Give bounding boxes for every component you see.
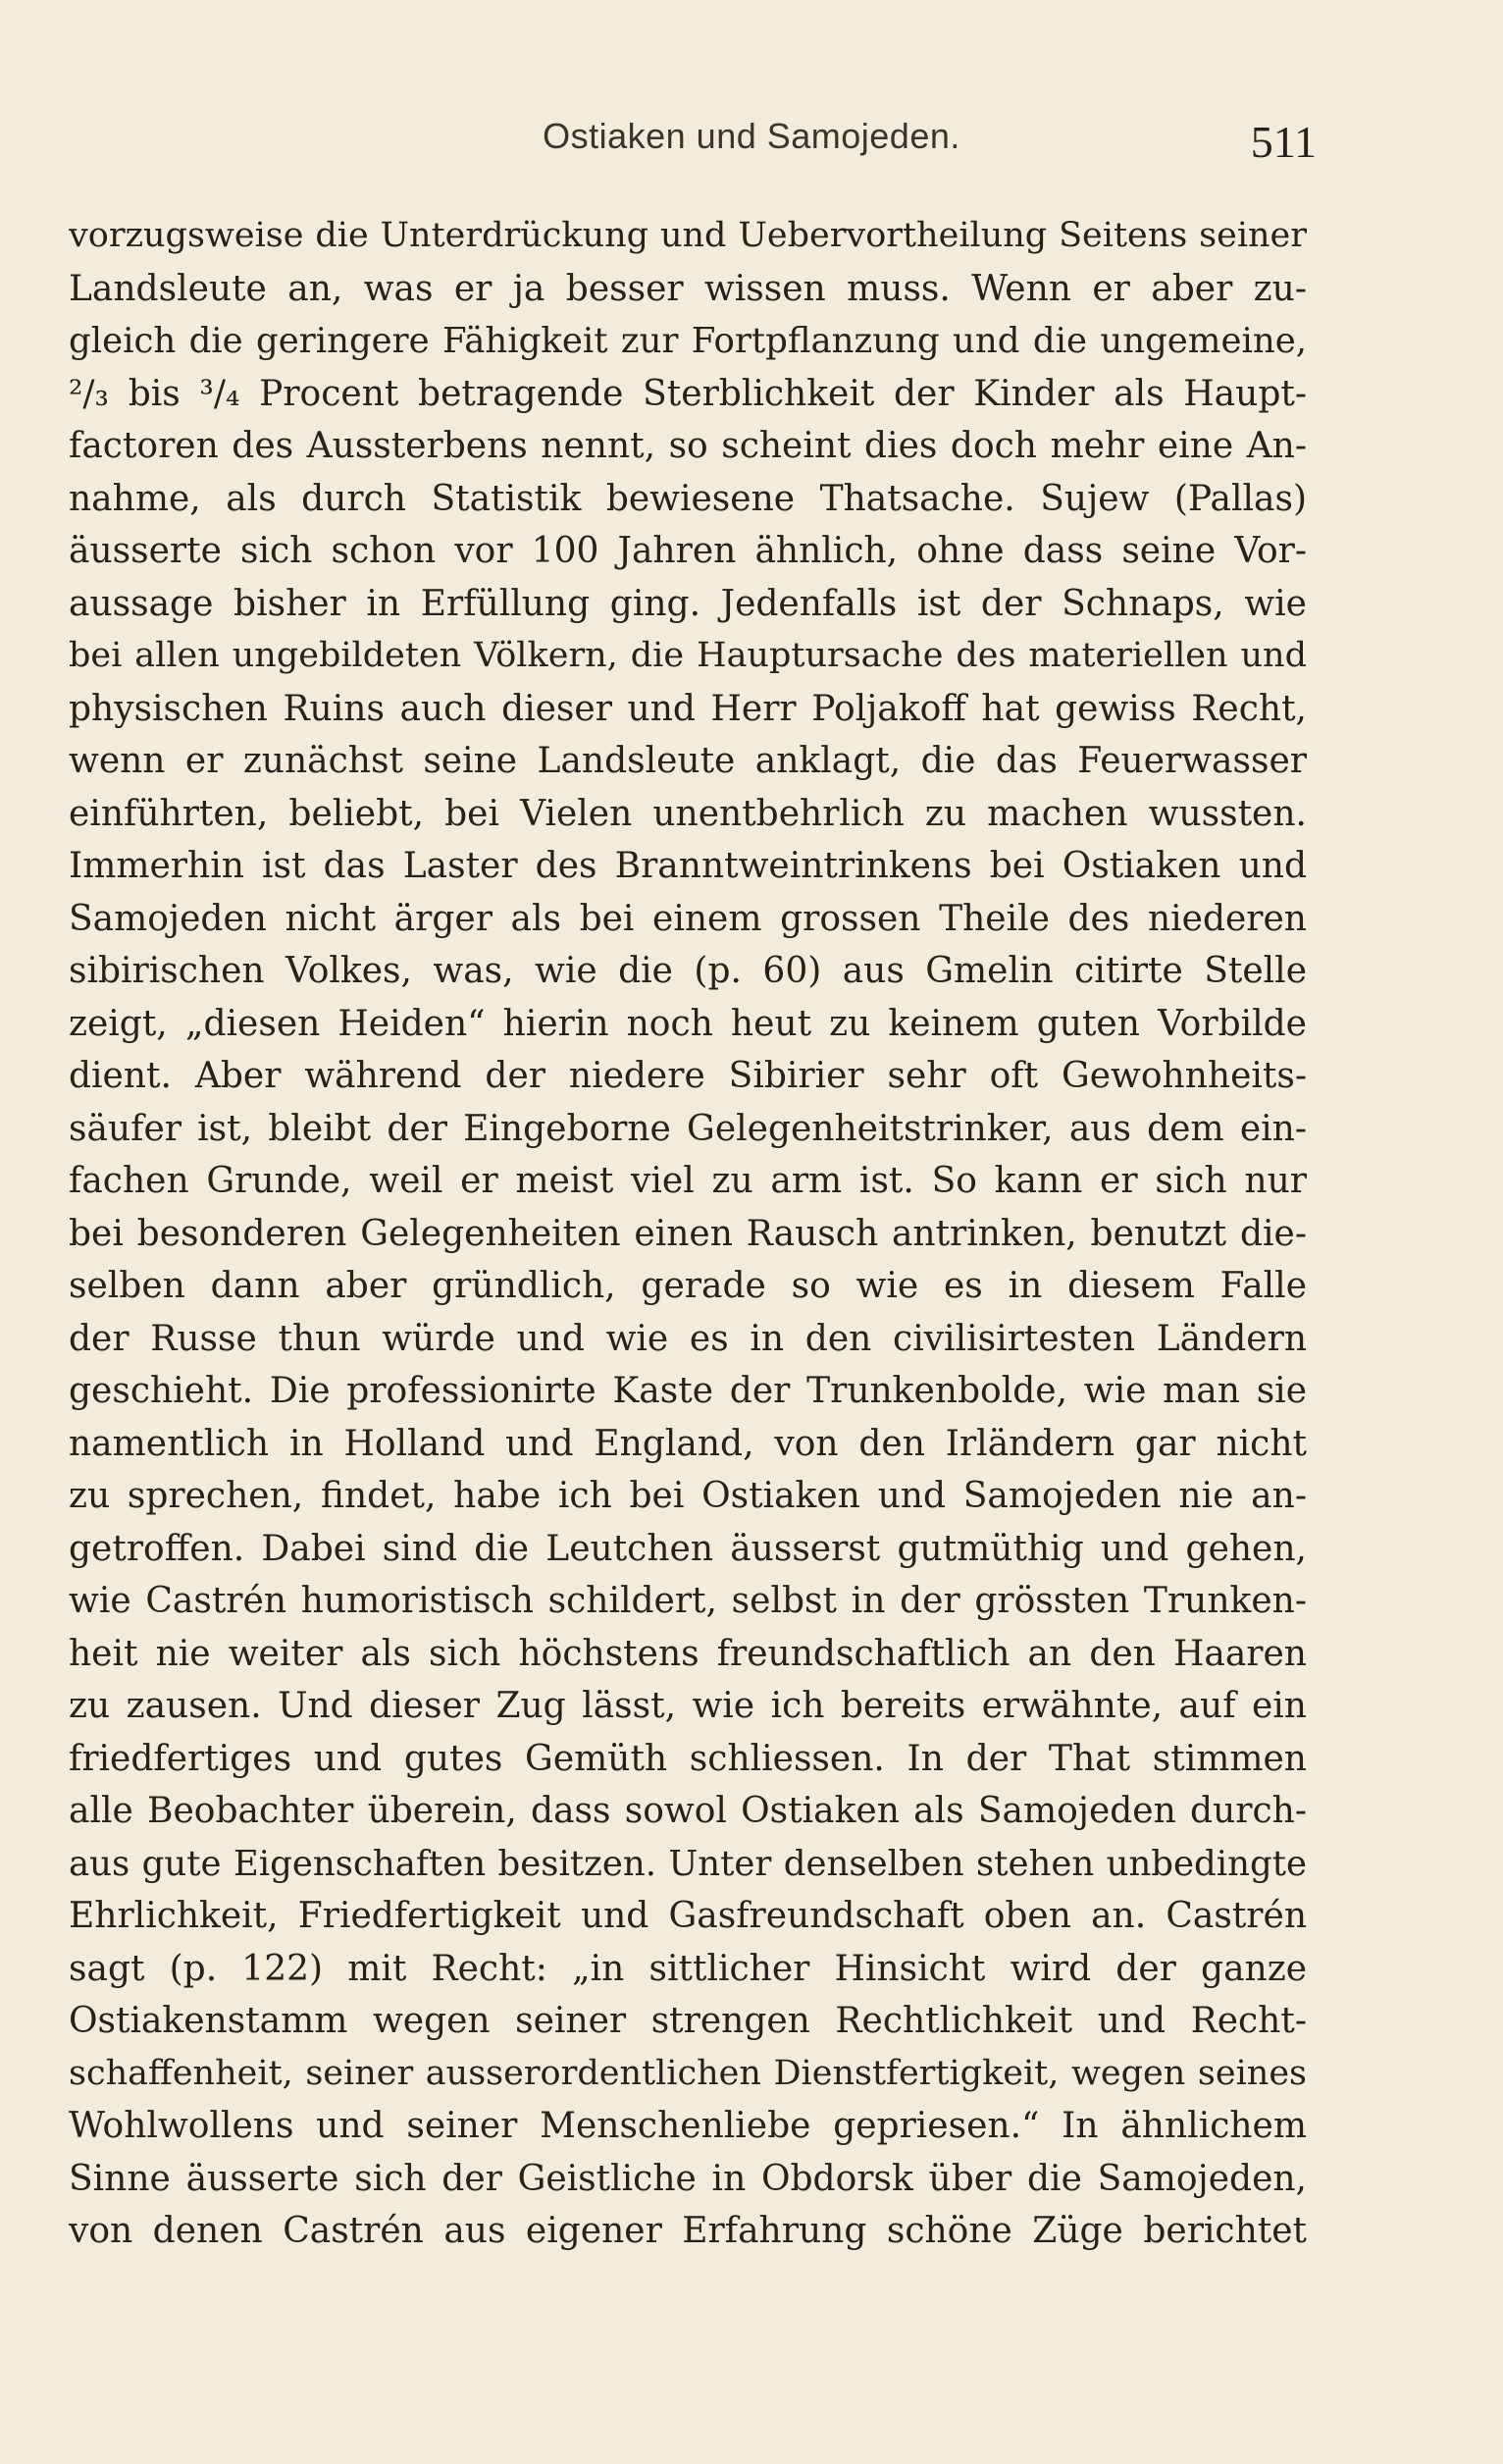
text-line: der Russe thun würde und wie es in den civilisirtesten Ländern [69,1318,1307,1359]
text-line: vorzugsweise die Unterdrückung und Uebervortheilung Seitens seiner [69,216,1307,255]
text-line: äusserte sich schon vor 100 Jahren ähnlich, ohne dass seine Vor- [69,531,1307,571]
text-line: dient. Aber während der niedere Sibirier sehr oft Gewohnheits- [69,1056,1307,1096]
text-line: heit nie weiter als sich höchstens freundschaftlich an den Haaren [69,1633,1307,1674]
text-line: Ostiakenstamm wegen seiner strengen Rechtlichkeit und Recht- [69,2001,1307,2041]
text-line: friedfertiges und gutes Gemüth schliessen. In der That stimmen [69,1738,1307,1779]
text-line: wenn er zunächst seine Landsleute anklagt, die das Feuerwasser [69,741,1307,781]
text-line: sagt (p. 122) mit Recht: „in sittlicher Hinsicht wird der ganze [69,1948,1307,1989]
text-line: aus gute Eigenschaften besitzen. Unter denselben stehen unbedingte [69,1843,1307,1884]
text-line: Immerhin ist das Laster des Branntweintrinkens bei Ostiaken und [69,846,1307,886]
text-line: namentlich in Holland und England, von den Irländern gar nicht [69,1423,1307,1464]
text-line: zu zausen. Und dieser Zug lässt, wie ich bereits erwähnte, auf ein [69,1686,1307,1726]
text-line: bei allen ungebildeten Völkern, die Hauptursache des materiellen und [69,636,1307,675]
text-line: gleich die geringere Fähigkeit zur Fortpflanzung und die ungemeine, [69,321,1307,361]
text-line: ²/₃ bis ³/₄ Procent betragende Sterblichkeit der Kinder als Haupt- [69,373,1307,414]
text-line: geschieht. Die professionirte Kaste der Trunkenbolde, wie man sie [69,1371,1307,1411]
text-line: einführten, beliebt, bei Vielen unentbehrlich zu machen wussten. [69,793,1307,834]
text-line: zeigt, „diesen Heiden“ hierin noch heut zu keinem guten Vorbilde [69,1003,1307,1044]
text-line: bei besonderen Gelegenheiten einen Rausch antrinken, benutzt die- [69,1213,1307,1254]
text-line: Landsleute an, was er ja besser wissen muss. Wenn er aber zu- [69,268,1307,309]
running-title: Ostiaken und Samojeden. [543,116,960,156]
text-line: alle Beobachter überein, dass sowol Ostiaken als Samojeden durch- [69,1791,1307,1831]
page-number: 511 [1250,117,1317,167]
text-line: nahme, als durch Statistik bewiesene Thatsache. Sujew (Pallas) [69,478,1307,519]
text-line: fachen Grunde, weil er meist viel zu arm ist. So kann er sich nur [69,1161,1307,1201]
text-line: factoren des Aussterbens nennt, so scheint dies doch mehr eine An- [69,426,1307,466]
body-text [69,210,1307,2258]
text-line: getroffen. Dabei sind die Leutchen äusserst gutmüthig und gehen, [69,1528,1307,1569]
text-line: aussage bisher in Erfüllung ging. Jedenfalls ist der Schnaps, wie [69,583,1307,624]
text-line: zu sprechen, findet, habe ich bei Ostiaken und Samojeden nie an- [69,1476,1307,1516]
text-line: säufer ist, bleibt der Eingeborne Gelegenheitstrinker, aus dem ein- [69,1108,1307,1149]
text-line: selben dann aber gründlich, gerade so wie es in diesem Falle [69,1266,1307,1306]
text-line: sibirischen Volkes, was, wie die (p. 60) aus Gmelin citirte Stelle [69,951,1307,991]
running-head [0,116,1503,175]
text-line: Ehrlichkeit, Friedfertigkeit und Gasfreundschaft oben an. Castrén [69,1896,1307,1936]
text-line: physischen Ruins auch dieser und Herr Poljakoff hat gewiss Recht, [69,688,1307,729]
text-line: Samojeden nicht ärger als bei einem grossen Theile des niederen [69,898,1307,939]
text-line: Sinne äusserte sich der Geistliche in Obdorsk über die Samojeden, [69,2158,1307,2199]
text-line: Wohlwollens und seiner Menschenliebe gepriesen.“ In ähnlichem [69,2106,1307,2146]
text-line: wie Castrén humoristisch schildert, selbst in der grössten Trunken- [69,1581,1307,1621]
text-line: von denen Castrén aus eigener Erfahrung schöne Züge berichtet [69,2211,1307,2251]
text-line: schaffenheit, seiner ausserordentlichen Dienstfertigkeit, wegen seines [69,2053,1307,2093]
